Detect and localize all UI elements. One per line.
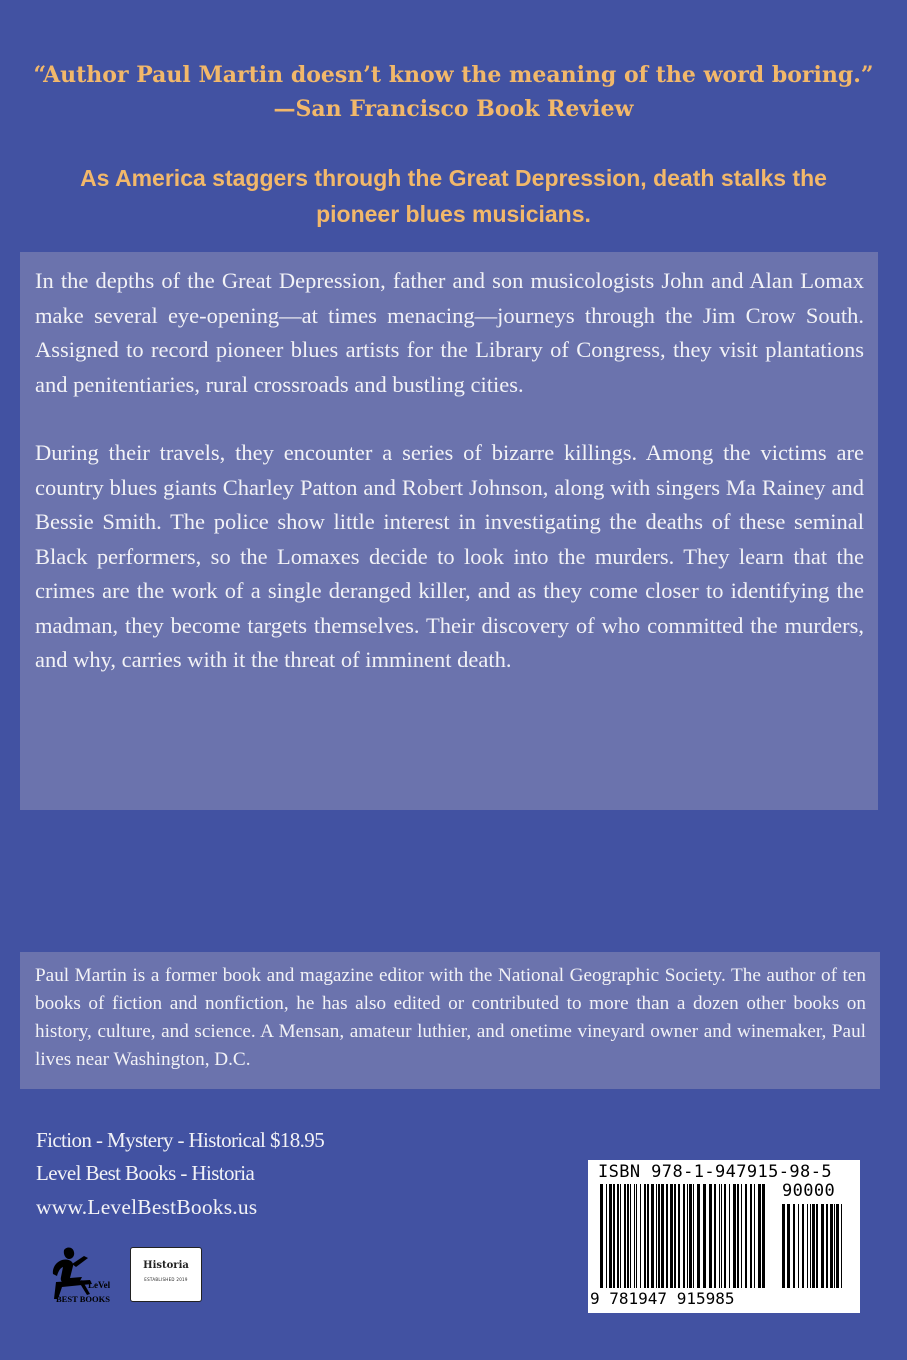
author-bio-panel [20, 952, 880, 1089]
reading-woman-icon [42, 1242, 120, 1304]
publisher-website: www.LevelBestBooks.us [36, 1195, 258, 1219]
ean-barcode-bars [600, 1184, 768, 1288]
svg-text:BEST BOOKS: BEST BOOKS [56, 1294, 110, 1304]
barcode-panel [588, 1160, 860, 1313]
ean-digits: 9 781947 915985 [590, 1289, 735, 1308]
level-best-books-logo [42, 1242, 120, 1304]
synopsis-panel [20, 252, 878, 810]
review-source: —San Francisco Book Review [273, 96, 634, 122]
author-bio: Paul Martin is a former book and magazine editor with the National Geographic Society. The author of ten books of fiction and nonfiction, he has also edited or contributed to more than a dozen other books on history, culture, and science. A Mensan, amateur luthier, and onetime vineyard owner and winemaker, Paul lives near Washington, D.C. [35, 965, 866, 1070]
publisher-name: Level Best Books - Historia [36, 1161, 255, 1185]
synopsis-paragraph-2: During their travels, they encounter a series of bizarre killings. Among the victims are country blues giants Charley Patton and Robert Johnson, along with singers Ma Rainey and Bessie Smith. The police show little interest in investigating the deaths of these seminal Black performers, so the Lomaxes decide to look into the murders. They learn that the crimes are the work of a single deranged killer, and as they come closer to identifying the madman, they become targets themselves. Their discovery of who committed the murders, and why, carries with it the threat of imminent death. [35, 440, 864, 672]
svg-text:LeVel: LeVel [88, 1280, 111, 1290]
historia-logo-word: Historia [143, 1260, 189, 1271]
synopsis-paragraph-1: In the depths of the Great Depression, father and son musicologists John and Alan Lomax make several eye-opening—at times menacing—journeys through the Jim Crow South. Assigned to record pioneer blues artists for the Library of Congress, they visit plantations and penitentiaries, rural crossroads and bustling cities. [35, 268, 864, 397]
review-quote-block [0, 58, 907, 126]
tagline: As America staggers through the Great Depression, death stalks the pioneer blues musicians. [80, 165, 827, 227]
historia-logo-tag: ESTABLISHED 2019 [144, 1277, 188, 1282]
isbn-label: ISBN 978-1-947915-98-5 [598, 1162, 832, 1182]
review-quote: “Author Paul Martin doesn’t know the meaning of the word boring.” [33, 62, 874, 88]
historia-logo [130, 1247, 202, 1302]
addon-barcode-bars [782, 1204, 846, 1288]
price-code: 90000 [782, 1181, 836, 1201]
category-price: Fiction - Mystery - Historical $18.95 [36, 1128, 325, 1152]
